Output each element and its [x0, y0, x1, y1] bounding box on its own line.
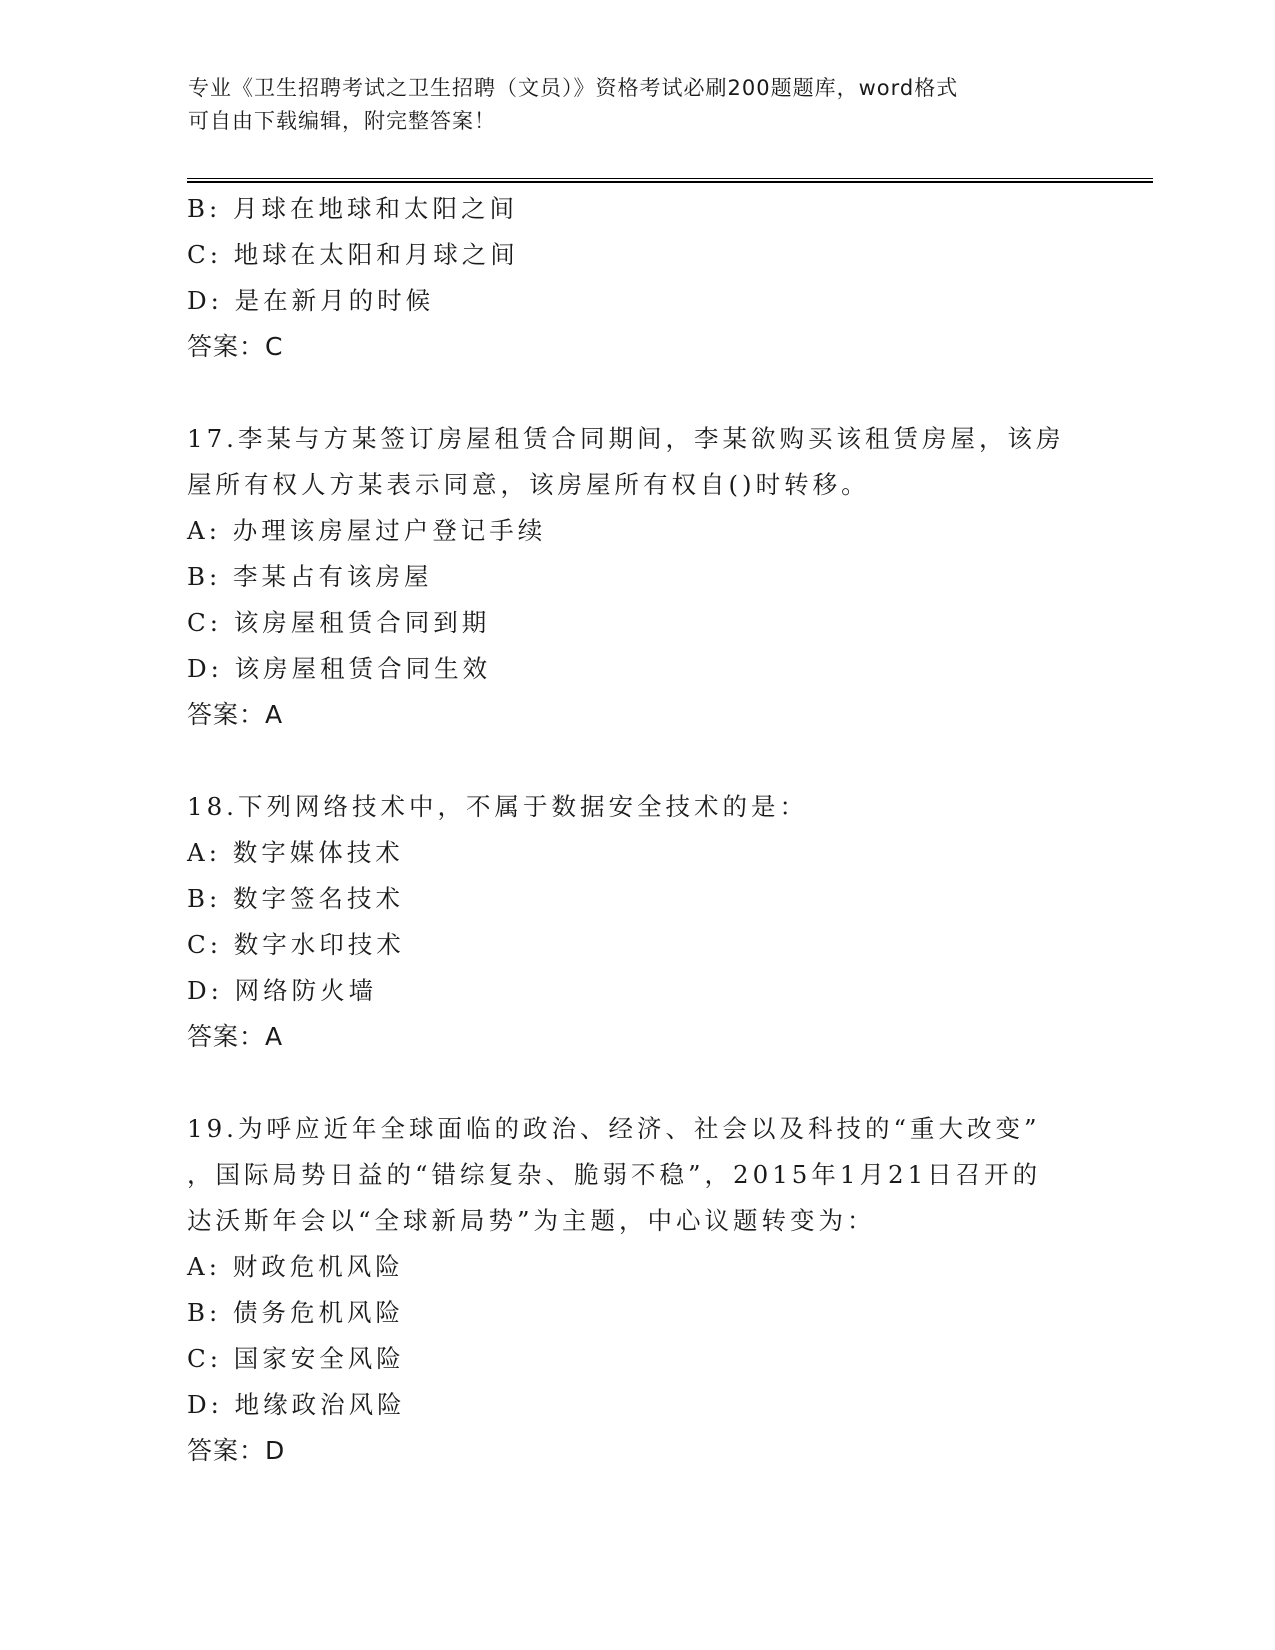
- answer-line: 答案：D: [187, 1436, 286, 1465]
- question-18: [187, 784, 1087, 1060]
- option-b: B: 李某占有该房屋: [187, 562, 433, 591]
- answer-line: 答案：A: [187, 700, 284, 729]
- option-b: B: 数字签名技术: [187, 884, 405, 913]
- option-d: D: 是在新月的时候: [187, 286, 435, 315]
- header-divider: [187, 178, 1153, 183]
- option-d: D: 地缘政治风险: [187, 1390, 406, 1419]
- question-17: [187, 416, 1087, 738]
- option-b: B: 债务危机风险: [187, 1298, 405, 1327]
- question-19: [187, 1106, 1087, 1474]
- option-c: C: 地球在太阳和月球之间: [187, 240, 519, 269]
- option-d: D: 网络防火墙: [187, 976, 378, 1005]
- spacer: [187, 738, 1087, 784]
- question-text-line: 19.为呼应近年全球面临的政治、经济、社会以及科技的“重大改变”: [187, 1114, 1041, 1143]
- option-d: D: 该房屋租赁合同生效: [187, 654, 492, 683]
- spacer: [187, 1060, 1087, 1106]
- option-a: A: 办理该房屋过户登记手续: [187, 516, 547, 545]
- option-c: C: 数字水印技术: [187, 930, 405, 959]
- document-header: [188, 72, 1088, 138]
- option-c: C: 国家安全风险: [187, 1344, 405, 1373]
- header-line-2: 可自由下载编辑，附完整答案！: [188, 109, 496, 133]
- question-text-line: ，国际局势日益的“错综复杂、脆弱不稳”，2015年1月21日召开的: [187, 1160, 1042, 1189]
- answer-line: 答案：C: [187, 332, 284, 361]
- spacer: [187, 370, 1087, 416]
- question-text-line: 屋所有权人方某表示同意，该房屋所有权自()时转移。: [187, 470, 870, 499]
- option-b: B: 月球在地球和太阳之间: [187, 194, 519, 223]
- option-a: A: 财政危机风险: [187, 1252, 404, 1281]
- header-line-1: 专业《卫生招聘考试之卫生招聘（文员）》资格考试必刷200题题库，word格式: [188, 76, 959, 100]
- option-c: C: 该房屋租赁合同到期: [187, 608, 491, 637]
- answer-line: 答案：A: [187, 1022, 284, 1051]
- question-text-line: 18.下列网络技术中，不属于数据安全技术的是：: [187, 792, 808, 821]
- question-16-continued: [187, 186, 1087, 370]
- question-text-line: 达沃斯年会以“全球新局势”为主题，中心议题转变为：: [187, 1206, 876, 1235]
- question-content: [187, 186, 1087, 1474]
- option-a: A: 数字媒体技术: [187, 838, 404, 867]
- question-text-line: 17.李某与方某签订房屋租赁合同期间，李某欲购买该租赁房屋，该房: [187, 424, 1065, 453]
